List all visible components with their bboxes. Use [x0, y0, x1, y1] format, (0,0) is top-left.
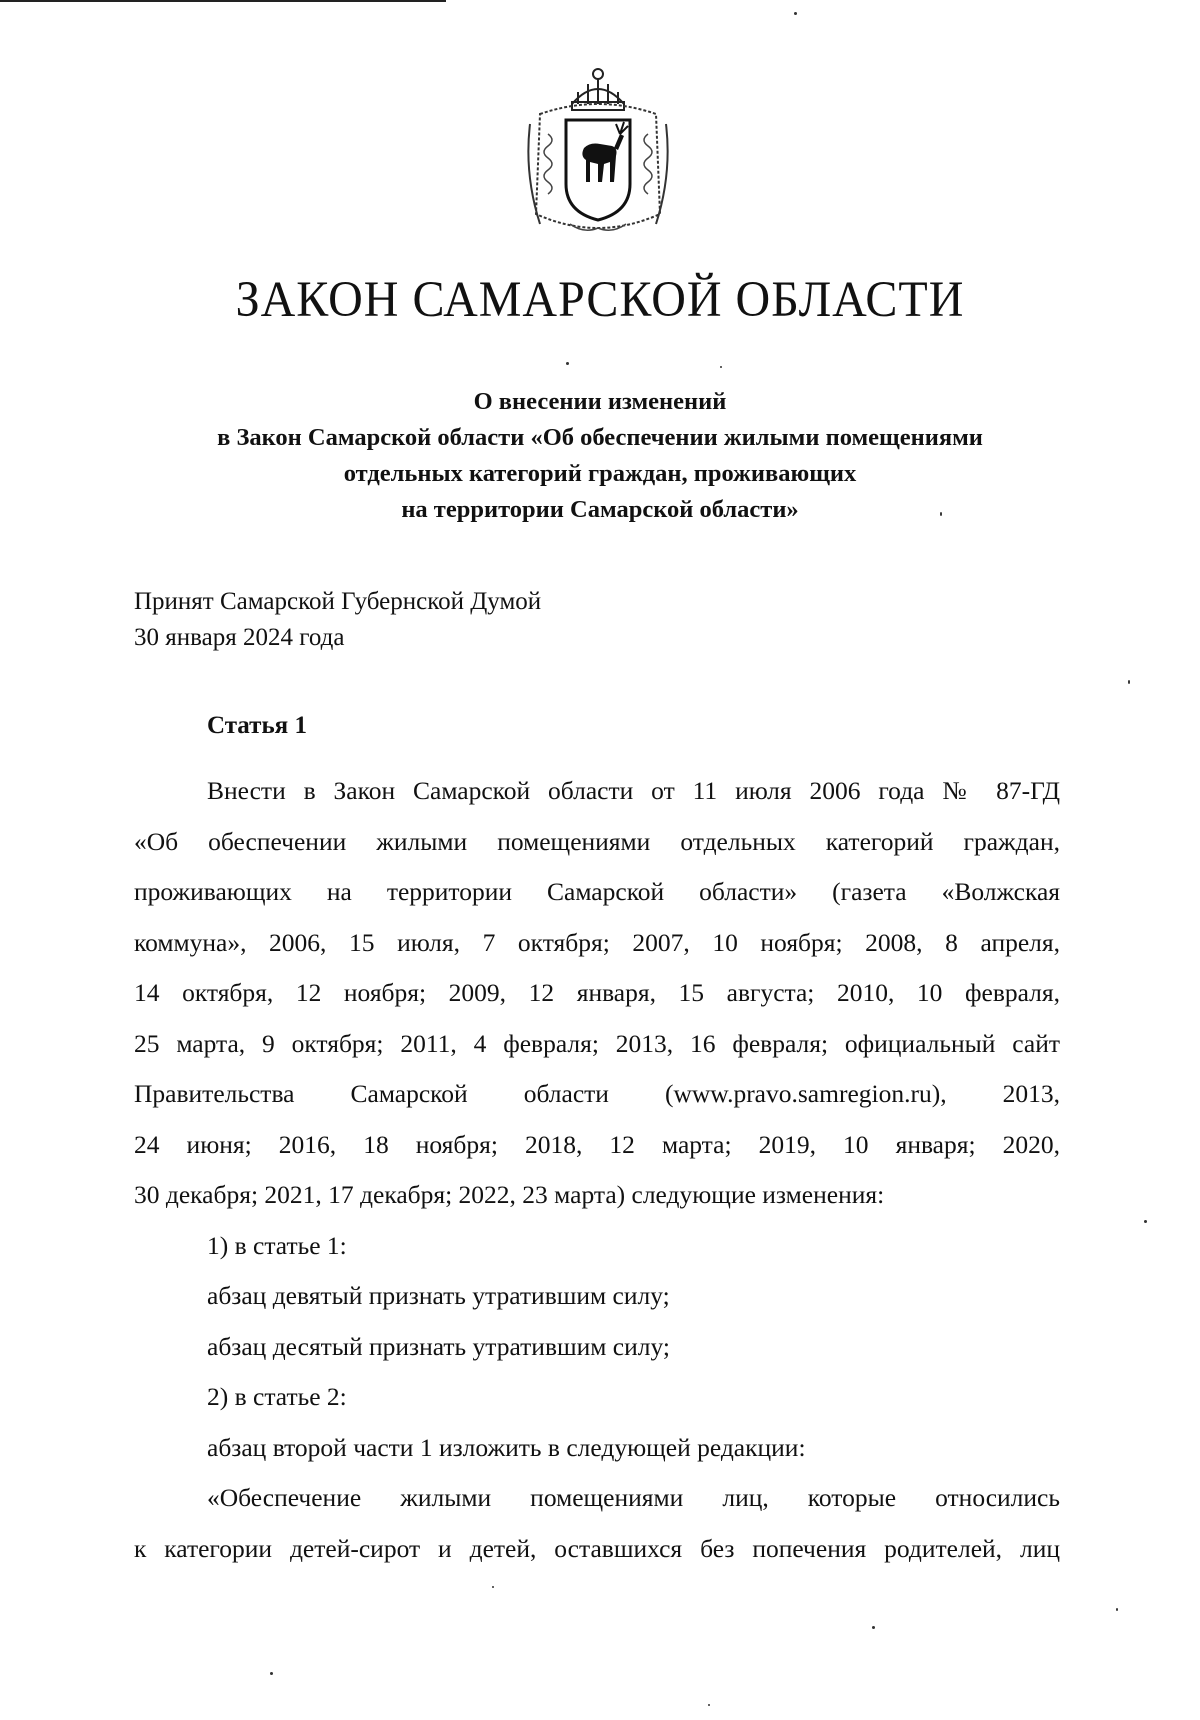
scan-speck	[794, 12, 797, 15]
scan-speck	[720, 366, 722, 368]
samara-coat-of-arms	[520, 64, 676, 242]
body-line: «Об обеспечении жилыми помещениями отдельных категорий граждан,	[134, 826, 1060, 856]
subject-line: О внесении изменений	[473, 388, 727, 415]
adoption-info	[134, 584, 541, 656]
body-line: Правительства Самарской области (www.pravo.samregion.ru), 2013,	[134, 1079, 1060, 1108]
list-item: 2) в статье 2:	[207, 1382, 347, 1411]
scan-speck	[708, 1704, 710, 1706]
list-item: абзац второй части 1 изложить в следующей редакции:	[207, 1432, 806, 1462]
scan-edge-line	[0, 0, 446, 2]
scan-speck	[566, 362, 569, 365]
subject-line: на территории Самарской области»	[401, 496, 799, 523]
law-title: ЗАКОН САМАРСКОЙ ОБЛАСТИ	[235, 271, 965, 328]
body-line: 25 марта, 9 октября; 2011, 4 февраля; 2013, 16 февраля; официальный сайт	[134, 1028, 1060, 1058]
subject-line: отдельных категорий граждан, проживающих	[343, 460, 857, 487]
article-body	[134, 766, 1060, 1574]
scan-speck	[1128, 680, 1130, 684]
scan-speck	[940, 512, 942, 516]
list-item: 1) в статье 1:	[207, 1230, 347, 1260]
body-line: 14 октября, 12 ноября; 2009, 12 января, 15 августа; 2010, 10 февраля,	[134, 978, 1060, 1007]
adoption-date: 30 января 2024 года	[134, 624, 345, 651]
scan-speck	[270, 1672, 273, 1675]
subject-line: в Закон Самарской области «Об обеспечении жилыми помещениями	[217, 424, 983, 451]
body-line: проживающих на территории Самарской области» (газета «Волжская	[134, 877, 1060, 906]
scan-speck	[1144, 1220, 1147, 1223]
article-heading: Статья 1	[207, 712, 307, 739]
body-line: к категории детей-сирот и детей, оставшихся без попечения родителей, лиц	[134, 1533, 1060, 1563]
body-line: Внести в Закон Самарской области от 11 июля 2006 года № 87-ГД	[207, 776, 1060, 805]
list-item: абзац девятый признать утратившим силу;	[207, 1281, 670, 1310]
body-line: «Обеспечение жилыми помещениями лиц, которые относились	[207, 1483, 1060, 1512]
scan-speck	[872, 1626, 875, 1629]
body-line: 24 июня; 2016, 18 ноября; 2018, 12 марта; 2019, 10 января; 2020,	[134, 1129, 1060, 1159]
list-item: абзац десятый признать утратившим силу;	[207, 1331, 670, 1361]
law-subject	[0, 384, 1200, 528]
scan-speck	[1116, 1608, 1118, 1611]
scan-speck	[492, 1586, 494, 1588]
adoption-line: Принят Самарской Губернской Думой	[134, 588, 542, 615]
body-line: 30 декабря; 2021, 17 декабря; 2022, 23 марта) следующие изменения:	[134, 1180, 885, 1209]
body-line: коммуна», 2006, 15 июля, 7 октября; 2007, 10 ноября; 2008, 8 апреля,	[134, 927, 1060, 957]
